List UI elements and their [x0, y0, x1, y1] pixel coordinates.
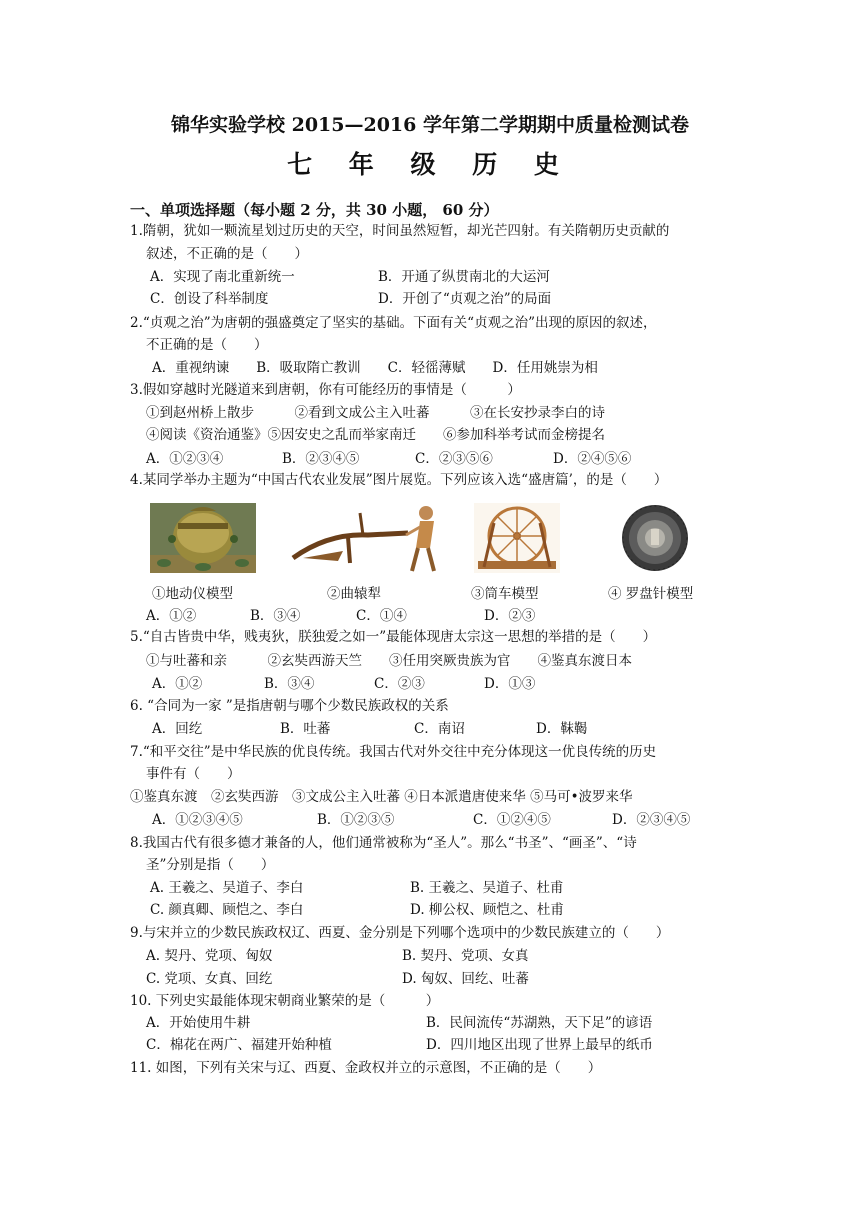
q4-option-d: D．②③: [484, 608, 536, 624]
q6-stem: 6. “合同为一家 ”是指唐朝与哪个少数民族政权的关系: [130, 698, 449, 714]
q1-stem-line1: 1.隋朝，犹如一颗流星划过历史的天空，时间虽然短暂，却光芒四射。有关隋朝历史贡献的: [130, 223, 670, 239]
exam-title: 锦华实验学校 2015—2016 学年第二学期期中质量检测试卷: [171, 114, 689, 136]
q5-option-d: D．①③: [484, 676, 536, 692]
q3-items-line2: ④阅读《资治通鉴》⑤因安史之乱而举家南迁 ⑥参加科举考试而金榜提名: [146, 427, 605, 443]
q11-stem: 11. 如图，下列有关宋与辽、西夏、金政权并立的示意图，不正确的是（ ）: [130, 1060, 602, 1076]
q5-items: ①与吐蕃和亲 ②玄奘西游天竺 ③任用突厥贵族为官 ④鉴真东渡日本: [146, 653, 632, 669]
q10-option-c: C．棉花在两广、福建开始种植: [146, 1037, 332, 1053]
q6-option-d: D．靺鞨: [536, 721, 588, 737]
q5-stem: 5.“自古皆贵中华，贱夷狄，朕独爱之如一”最能体现唐太宗这一思想的举措的是（ ）: [130, 629, 657, 645]
section-heading: 一、单项选择题（每小题 2 分，共 30 小题， 60 分）: [130, 201, 499, 219]
q8-option-c: C. 颜真卿、顾恺之、李白: [150, 902, 304, 918]
q9-option-d: D. 匈奴、回纥、吐蕃: [402, 971, 529, 987]
q4-caption-4: ④ 罗盘针模型: [608, 586, 694, 602]
q7-option-c: C．①②④⑤: [473, 812, 551, 828]
q5-option-b: B．③④: [264, 676, 315, 692]
q1-option-c: C．创设了科举制度: [150, 291, 269, 307]
q3-option-c: C．②③⑤⑥: [415, 451, 493, 467]
q9-option-a: A. 契丹、党项、匈奴: [146, 948, 273, 964]
q6-option-a: A．回纥: [152, 721, 203, 737]
q3-items-line1: ①到赵州桥上散步 ②看到文成公主入吐蕃 ③在长安抄录李白的诗: [146, 405, 605, 421]
q1-option-a: A．实现了南北重新统一: [150, 269, 295, 285]
q4-stem: 4.某同学举办主题为“中国古代农业发展”图片展览。下列应该入选“盛唐篇’，的是（ ）: [130, 472, 668, 488]
water-wheel-image: [474, 503, 560, 573]
q4-picture-row: [130, 503, 750, 575]
q10-option-d: D．四川地区出现了世界上最早的纸币: [426, 1037, 653, 1053]
q3-option-b: B．②③④⑤: [282, 451, 360, 467]
q4-option-a: A．①②: [146, 608, 197, 624]
q7-stem-line2: 事件有（ ）: [146, 766, 241, 782]
q10-option-a: A．开始使用牛耕: [146, 1015, 251, 1031]
q10-stem: 10. 下列史实最能体现宋朝商业繁荣的是（ ）: [130, 993, 440, 1009]
q7-option-b: B．①②③⑤: [317, 812, 395, 828]
q7-items: ①鉴真东渡 ②玄奘西游 ③文成公主入吐蕃 ④日本派遣唐使来华 ⑤马可•波罗来华: [130, 789, 633, 805]
q3-option-a: A．①②③④: [146, 451, 224, 467]
q9-option-b: B. 契丹、党项、女真: [402, 948, 529, 964]
q1-option-b: B．开通了纵贯南北的大运河: [378, 269, 550, 285]
q1-stem-line2: 叙述，不正确的是（ ）: [146, 246, 308, 262]
exam-subtitle: 七 年 级 历 史: [287, 150, 573, 179]
q3-stem: 3.假如穿越时光隧道来到唐朝，你有可能经历的事情是（ ）: [130, 382, 521, 398]
q8-stem-line1: 8.我国古代有很多德才兼备的人，他们通常被称为“圣人”。那么“书圣”、“画圣”、“诗: [130, 835, 637, 851]
q10-option-b: B．民间流传“苏湖熟，天下足”的谚语: [426, 1015, 653, 1031]
q2-options: A．重视纳谏 B．吸取隋亡教训 C．轻徭薄赋 D．任用姚崇为相: [152, 360, 598, 376]
q5-option-c: C．②③: [374, 676, 425, 692]
q1-option-d: D．开创了“贞观之治”的局面: [378, 291, 552, 307]
seismograph-image: [150, 503, 256, 573]
q9-stem: 9.与宋并立的少数民族政权辽、西夏、金分别是下列哪个选项中的少数民族建立的（ ）: [130, 925, 670, 941]
q7-option-a: A．①②③④⑤: [152, 812, 243, 828]
q5-option-a: A．①②: [152, 676, 203, 692]
q7-option-d: D．②③④⑤: [612, 812, 691, 828]
q4-caption-1: ①地动仪模型: [152, 586, 233, 602]
q3-option-d: D．②④⑤⑥: [553, 451, 632, 467]
curved-plough-image: [288, 503, 458, 573]
q2-stem-line2: 不正确的是（ ）: [146, 337, 268, 353]
q2-stem-line1: 2.“贞观之治”为唐朝的强盛奠定了坚实的基础。下面有关“贞观之治”出现的原因的叙述，: [130, 315, 657, 331]
q8-stem-line2: 圣”分别是指（ ）: [146, 857, 275, 873]
q6-option-b: B．吐蕃: [280, 721, 331, 737]
q4-option-c: C．①④: [356, 608, 407, 624]
q7-stem-line1: 7.“和平交往”是中华民族的优良传统。我国古代对外交往中充分体现这一优良传统的历史: [130, 744, 657, 760]
q4-caption-3: ③筒车模型: [471, 586, 539, 602]
q9-option-c: C. 党项、女真、回纥: [146, 971, 273, 987]
compass-image: [616, 503, 694, 573]
q8-option-a: A. 王羲之、吴道子、李白: [150, 880, 304, 896]
q6-option-c: C．南诏: [414, 721, 465, 737]
q8-option-d: D. 柳公权、顾恺之、杜甫: [410, 902, 564, 918]
q8-option-b: B. 王羲之、吴道子、杜甫: [410, 880, 564, 896]
q4-option-b: B．③④: [250, 608, 301, 624]
q4-caption-2: ②曲辕犁: [327, 586, 381, 602]
